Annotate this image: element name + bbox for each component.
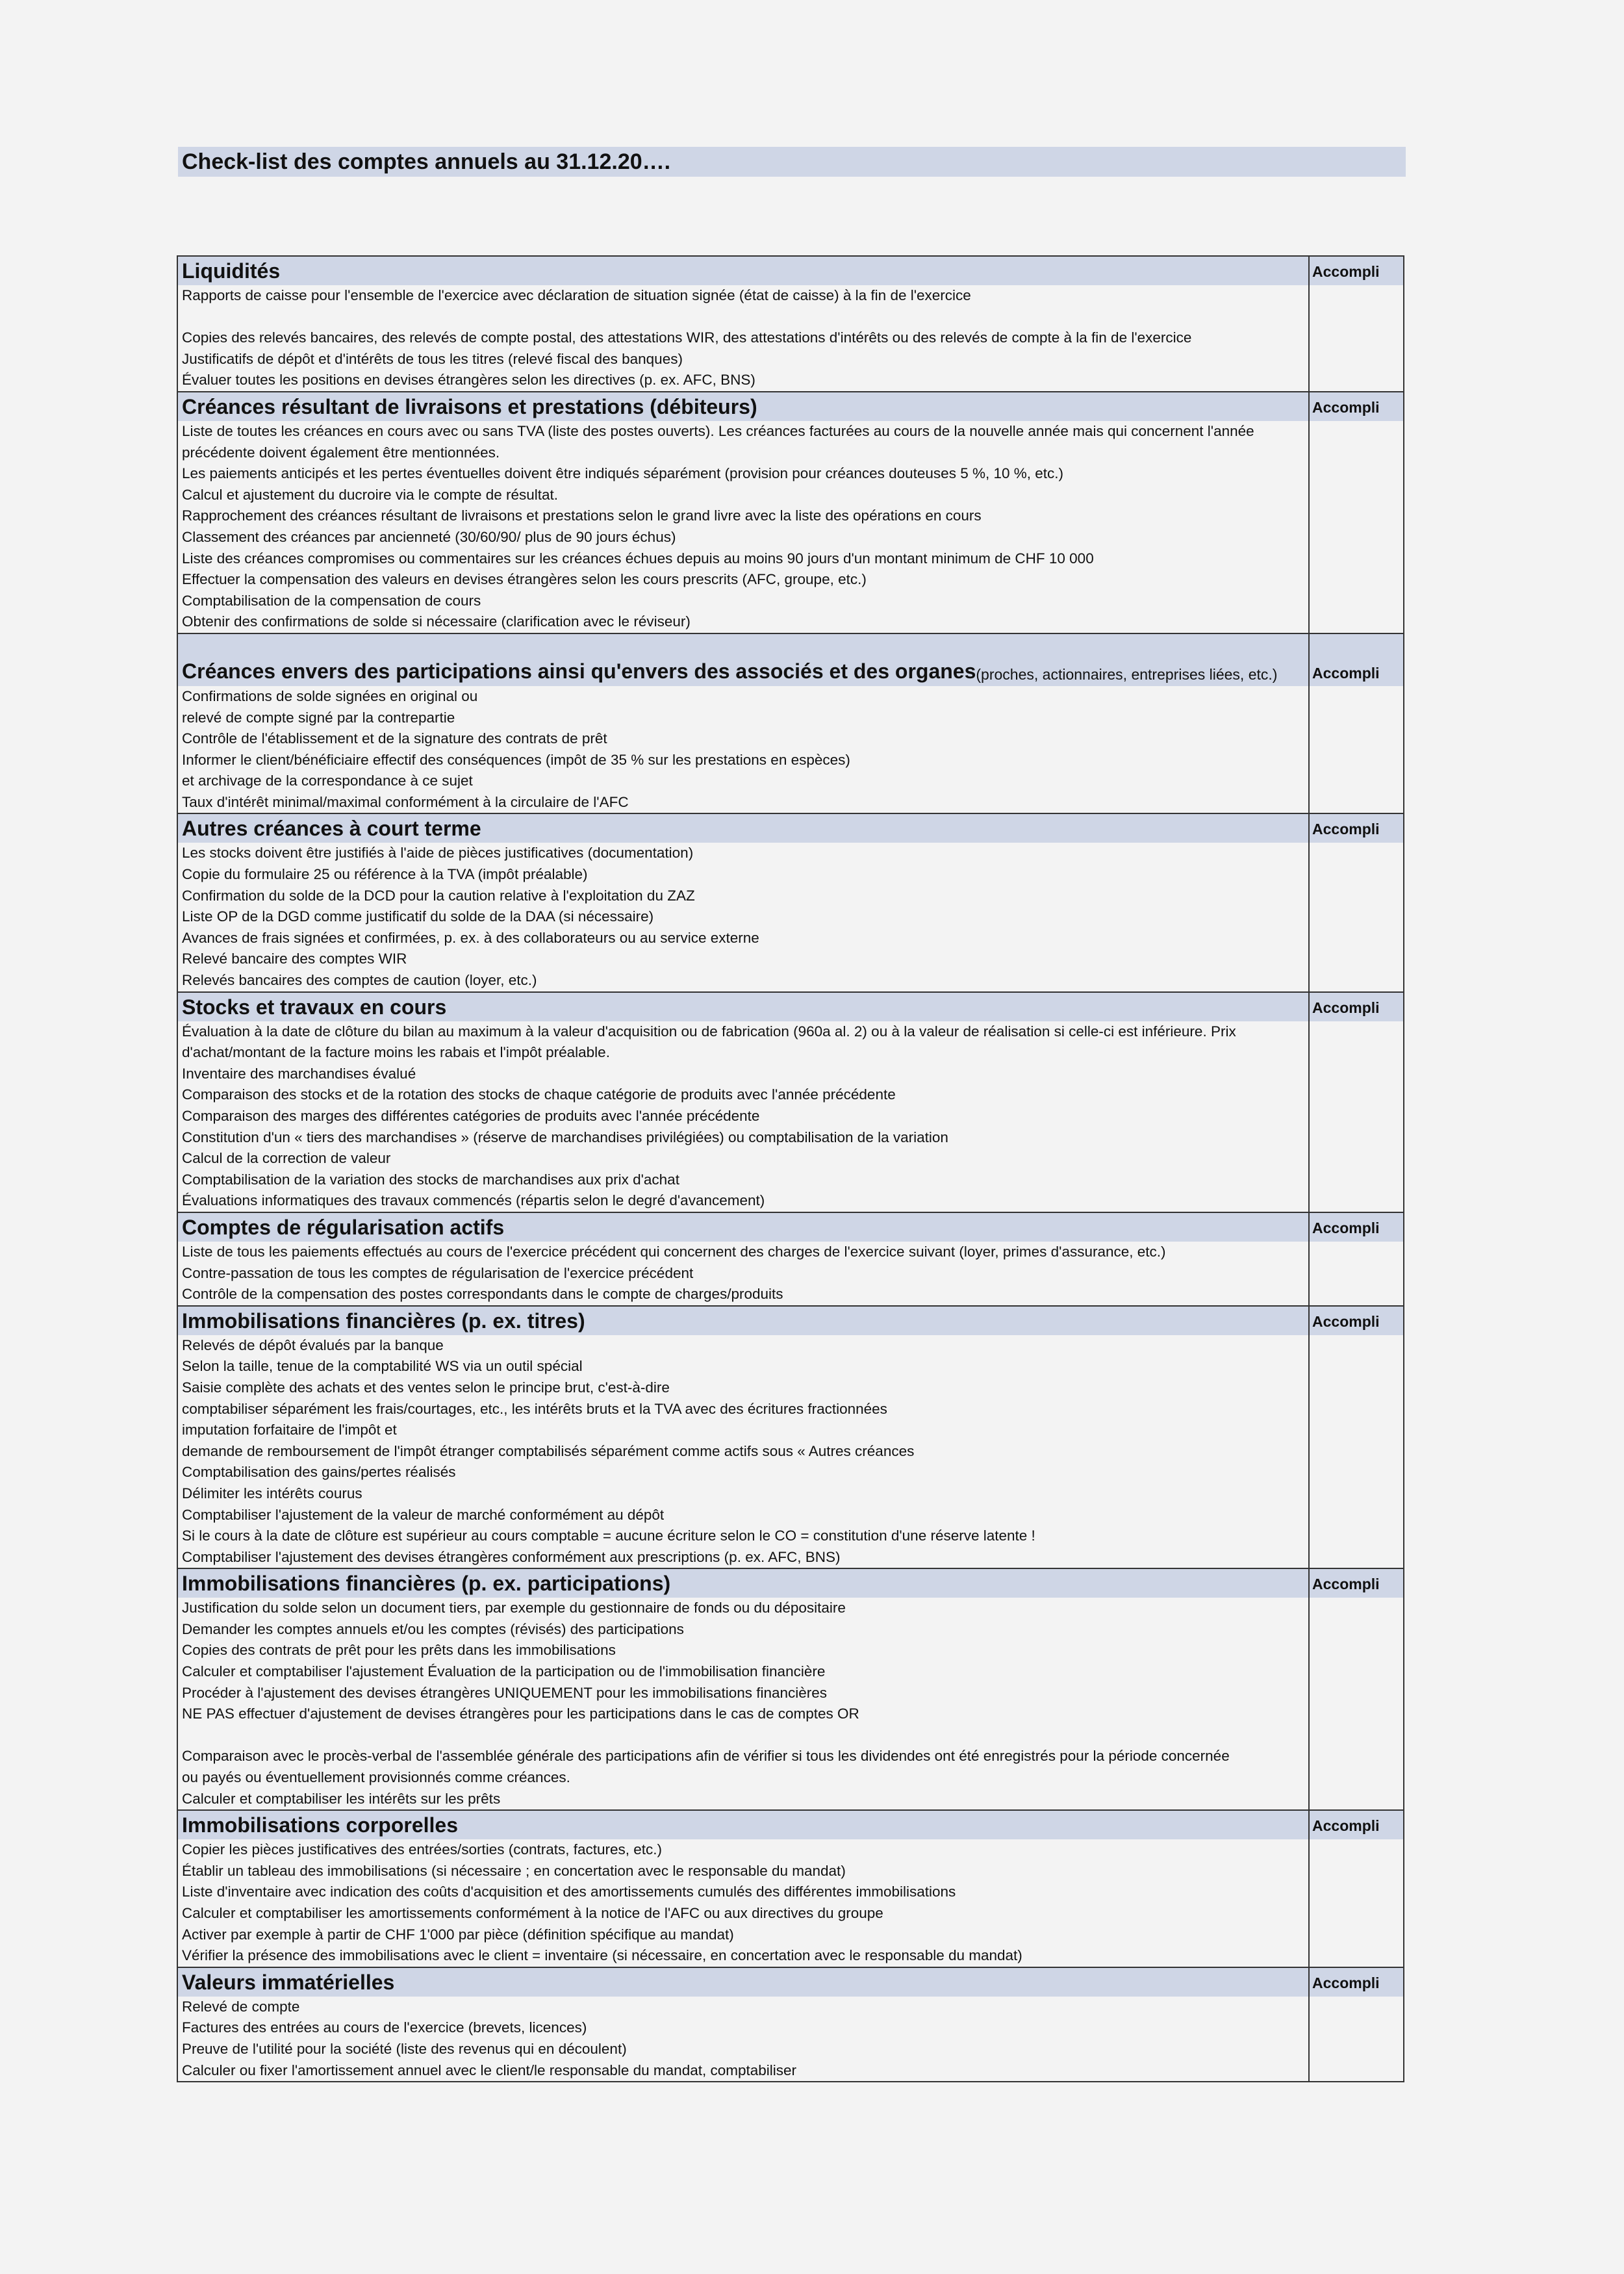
checklist-item [178,307,1308,328]
checklist-item: Évaluation à la date de clôture du bilan au maximum à la valeur d'acquisition ou de fabrication (960a al. 2) ou à la valeur de réalisation si celle-ci est inférieure. Prix [182,1023,1236,1040]
checklist-item: Confirmations de solde signées en original ou [182,687,478,704]
section-heading [178,814,1308,843]
checklist-section [178,1569,1403,1811]
status-label: Accompli [1310,1569,1403,1598]
section-content [178,634,1308,813]
checklist-item: comptabiliser séparément les frais/courtages, etc., les intérêts bruts et la TVA avec des écritures fractionnées [182,1400,887,1417]
status-column [1308,634,1403,813]
status-column [1308,814,1403,991]
checklist-item: Rapprochement des créances résultant de livraisons et prestations selon le grand livre avec la liste des opérations en cours [182,507,982,524]
checklist-item: Calcul de la correction de valeur [182,1150,391,1167]
status-label: Accompli [1310,634,1403,686]
checklist-item: Confirmation du solde de la DCD pour la caution relative à l'exploitation du ZAZ [182,887,695,904]
section-heading [178,1213,1308,1242]
section-content [178,993,1308,1212]
section-heading [178,392,1308,421]
checklist-section [178,814,1403,992]
section-heading [178,1307,1308,1335]
checklist-item: Si le cours à la date de clôture est supérieur au cours comptable = aucune écriture selon le CO = constitution d'une réserve latente ! [182,1527,1035,1544]
checklist-item: Comparaison des marges des différentes catégories de produits avec l'année précédente [182,1108,760,1124]
status-column [1308,1307,1403,1568]
section-heading-text: Immobilisations financières (p. ex. participations) [182,1572,671,1596]
checklist-item: Liste OP de la DGD comme justificatif du solde de la DAA (si nécessaire) [182,908,654,925]
checklist-item: Calcul et ajustement du ducroire via le compte de résultat. [182,486,559,503]
status-column [1308,1968,1403,2081]
section-heading-text: Créances envers des participations ainsi qu'envers des associés et des organes [182,659,976,683]
checklist-item: Relevé de compte [182,1998,300,2015]
section-heading [178,257,1308,285]
checklist-section [178,1811,1403,1968]
checklist-item: d'achat/montant de la facture moins les rabais et l'impôt préalable. [182,1044,610,1061]
checklist-section [178,1307,1403,1570]
status-label: Accompli [1310,257,1403,285]
checklist-item: Comptabilisation des gains/pertes réalisés [182,1464,456,1481]
checklist-item: Liste de tous les paiements effectués au cours de l'exercice précédent qui concernent des charges de l'exercice suivant (loyer, primes d'assurance, etc.) [182,1243,1166,1260]
status-label: Accompli [1310,814,1403,843]
checklist-item: Liste des créances compromises ou commentaires sur les créances échues depuis au moins 90 jours d'un montant minimum de CHF 10 000 [182,550,1094,567]
checklist-item: Relevés bancaires des comptes de caution (loyer, etc.) [182,972,537,989]
checklist-item: relevé de compte signé par la contrepartie [182,709,455,726]
status-label: Accompli [1310,1213,1403,1242]
checklist-item: Demander les comptes annuels et/ou les comptes (révisés) des participations [182,1620,684,1637]
checklist-item: Comparaison avec le procès-verbal de l'assemblée générale des participations afin de vérifier si tous les dividendes ont été enregistrés pour la période concernée [182,1748,1230,1765]
checklist-section [178,257,1403,392]
checklist-item: Rapports de caisse pour l'ensemble de l'exercice avec déclaration de situation signée (état de caisse) à la fin de l'exercice [182,287,971,303]
checklist-item: Contrôle de la compensation des postes correspondants dans le compte de charges/produits [182,1286,783,1303]
checklist-item: Comptabiliser l'ajustement des devises étrangères conformément aux prescriptions (p. ex. AFC, BNS) [182,1548,841,1565]
checklist-item: Comptabilisation de la variation des stocks de marchandises aux prix d'achat [182,1171,679,1188]
checklist-item: Obtenir des confirmations de solde si nécessaire (clarification avec le réviseur) [182,613,691,630]
status-column [1308,392,1403,633]
checklist-item: Classement des créances par ancienneté (30/60/90/ plus de 90 jours échus) [182,528,676,545]
checklist-item: Factures des entrées au cours de l'exercice (brevets, licences) [182,2019,587,2036]
checklist-item: Preuve de l'utilité pour la société (liste des revenus qui en découlent) [182,2040,627,2057]
checklist-section [178,392,1403,634]
checklist-item: NE PAS effectuer d'ajustement de devises étrangères pour les participations dans le cas de comptes OR [182,1706,859,1722]
section-heading [178,1968,1308,1997]
status-label: Accompli [1310,1968,1403,1997]
section-content [178,1968,1308,2081]
status-label: Accompli [1310,993,1403,1021]
section-heading-text: Valeurs immatérielles [182,1970,395,1994]
status-column [1308,1811,1403,1967]
checklist-item: Les stocks doivent être justifiés à l'aide de pièces justificatives (documentation) [182,845,694,862]
status-column [1308,1569,1403,1809]
checklist-item: Copie du formulaire 25 ou référence à la TVA (impôt préalable) [182,866,588,883]
status-label: Accompli [1310,1811,1403,1839]
section-heading-text: Immobilisations financières (p. ex. titres) [182,1309,585,1333]
checklist-item: Liste de toutes les créances en cours avec ou sans TVA (liste des postes ouverts). Les créances facturées au cours de la nouvelle année mais qui concernent l'année [182,422,1254,439]
status-column [1308,257,1403,391]
checklist-item: Avances de frais signées et confirmées, p. ex. à des collaborateurs ou au service externe [182,929,759,946]
checklist-item: Saisie complète des achats et des ventes selon le principe brut, c'est-à-dire [182,1379,670,1396]
checklist-item: Calculer ou fixer l'amortissement annuel avec le client/le responsable du mandat, comptabiliser [182,2062,797,2078]
checklist-item: Justification du solde selon un document tiers, par exemple du gestionnaire de fonds ou du dépositaire [182,1600,846,1616]
section-heading [178,634,1308,686]
checklist-item: Comptabiliser l'ajustement de la valeur de marché conformément au dépôt [182,1506,665,1523]
checklist-item: Effectuer la compensation des valeurs en devises étrangères selon les cours prescrits (AFC, groupe, etc.) [182,571,867,588]
checklist-item: Délimiter les intérêts courus [182,1485,362,1501]
section-content [178,392,1308,633]
checklist-item: Taux d'intérêt minimal/maximal conformément à la circulaire de l'AFC [182,793,629,810]
checklist-item: Copies des contrats de prêt pour les prêts dans les immobilisations [182,1642,616,1659]
checklist-item: Calculer et comptabiliser les amortissements conformément à la notice de l'AFC ou aux directives du groupe [182,1905,883,1921]
status-label: Accompli [1310,1307,1403,1335]
section-content [178,1307,1308,1568]
checklist-section [178,634,1403,815]
checklist-item: demande de remboursement de l'impôt étranger comptabilisés séparément comme actifs sous « Autres créances [182,1442,915,1459]
checklist-section [178,993,1403,1213]
checklist-item: Relevés de dépôt évalués par la banque [182,1336,444,1353]
section-content [178,1213,1308,1305]
checklist-item: Informer le client/bénéficiaire effectif des conséquences (impôt de 35 % sur les prestations en espèces) [182,751,850,768]
checklist-item: Justificatifs de dépôt et d'intérêts de tous les titres (relevé fiscal des banques) [182,350,683,367]
section-content [178,257,1308,391]
section-heading-text: Immobilisations corporelles [182,1813,458,1837]
checklist-item: Liste d'inventaire avec indication des coûts d'acquisition et des amortissements cumulés des différentes immobilisations [182,1884,956,1900]
status-column [1308,1213,1403,1305]
checklist-item: Constitution d'un « tiers des marchandises » (réserve de marchandises privilégiées) ou comptabilisation de la variation [182,1129,948,1145]
checklist-item: Les paiements anticipés et les pertes éventuelles doivent être indiqués séparément (provision pour créances douteuses 5 %, 10 %, etc.) [182,465,1064,482]
section-heading-text: Créances résultant de livraisons et prestations (débiteurs) [182,394,757,418]
checklist-item: Activer par exemple à partir de CHF 1'000 par pièce (définition spécifique au mandat) [182,1926,734,1943]
checklist-item: précédente doivent également être mentionnées. [182,444,500,461]
section-heading-text: Liquidités [182,259,281,283]
checklist-item: Contrôle de l'établissement et de la signature des contrats de prêt [182,730,607,747]
checklist-item: Relevé bancaire des comptes WIR [182,951,407,967]
checklist-item: Copies des relevés bancaires, des relevés de compte postal, des attestations WIR, des attestations d'intérêts ou des relevés de compte à la fin de l'exercice [182,329,1192,346]
checklist-item: Procéder à l'ajustement des devises étrangères UNIQUEMENT pour les immobilisations financières [182,1684,828,1701]
checklist-item: Établir un tableau des immobilisations (si nécessaire ; en concertation avec le responsable du mandat) [182,1862,846,1879]
checklist-item: Calculer et comptabiliser l'ajustement Évaluation de la participation ou de l'immobilisation financière [182,1663,826,1680]
checklist-item: Comparaison des stocks et de la rotation des stocks de chaque catégorie de produits avec l'année précédente [182,1086,896,1103]
status-label: Accompli [1310,392,1403,421]
document-title: Check-list des comptes annuels au 31.12.20…. [178,147,1406,177]
checklist-item: Inventaire des marchandises évalué [182,1065,416,1082]
checklist-item [178,1725,1308,1746]
checklist-section [178,1968,1403,2081]
section-content [178,1811,1308,1967]
checklist-item: Évaluations informatiques des travaux commencés (répartis selon le degré d'avancement) [182,1192,765,1209]
section-heading-text: Comptes de régularisation actifs [182,1215,505,1239]
checklist-section [178,1213,1403,1307]
checklist-item: Copier les pièces justificatives des entrées/sorties (contrats, factures, etc.) [182,1841,663,1858]
checklist-item: et archivage de la correspondance à ce sujet [182,773,473,789]
section-heading-text: Autres créances à court terme [182,817,481,841]
checklist-item: Vérifier la présence des immobilisations avec le client = inventaire (si nécessaire, en concertation avec le responsable du mandat) [182,1947,1022,1964]
checklist-item: Selon la taille, tenue de la comptabilité WS via un outil spécial [182,1358,583,1375]
section-content [178,1569,1308,1809]
section-heading-text: Stocks et travaux en cours [182,995,447,1019]
checklist-item: Contre-passation de tous les comptes de régularisation de l'exercice précédent [182,1264,694,1281]
section-content [178,814,1308,991]
checklist-item: Évaluer toutes les positions en devises étrangères selon les directives (p. ex. AFC, BNS) [182,372,755,389]
checklist-table [177,255,1404,2082]
checklist-item: imputation forfaitaire de l'impôt et [182,1422,397,1438]
section-subheading: (proches, actionnaires, entreprises liées, etc.) [976,665,1278,683]
checklist-item: Comptabilisation de la compensation de cours [182,592,481,609]
section-heading [178,1569,1308,1598]
checklist-item: ou payés ou éventuellement provisionnés comme créances. [182,1769,570,1786]
checklist-item: Calculer et comptabiliser les intérêts sur les prêts [182,1790,501,1807]
section-heading [178,1811,1308,1839]
section-heading [178,993,1308,1021]
status-column [1308,993,1403,1212]
